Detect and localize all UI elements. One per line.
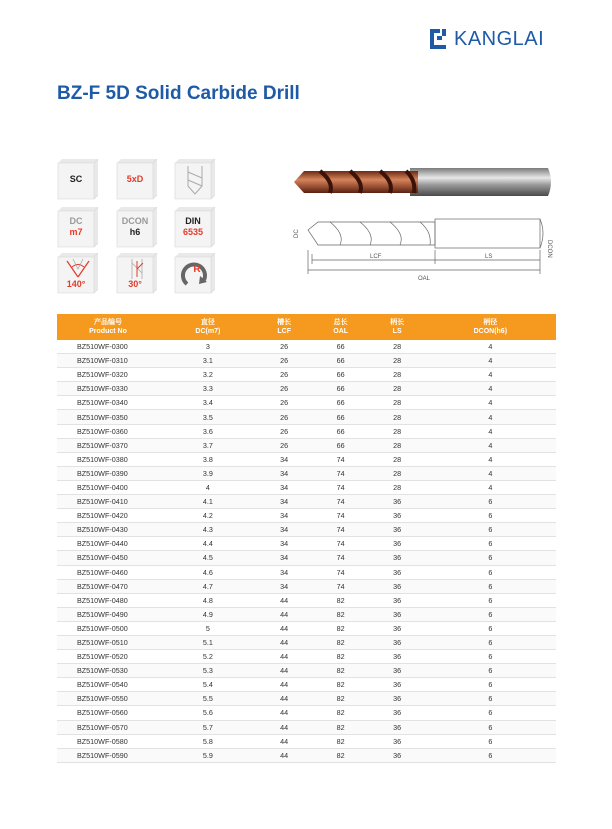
table-row (57, 537, 556, 551)
cell-dcon: 6 (425, 748, 556, 762)
cell-dcon: 6 (425, 565, 556, 579)
header-cn: 总长 (333, 319, 348, 326)
header-dc (159, 314, 257, 340)
cell-dcon: 4 (425, 480, 556, 494)
cell-oal: 74 (312, 565, 370, 579)
cell-product-no: BZ510WF-0570 (57, 720, 159, 734)
diagram-label-dcon: DCON (546, 240, 552, 258)
table-row (57, 664, 556, 678)
header-cn: 柄径 (483, 319, 498, 326)
cell-dcon: 6 (425, 607, 556, 621)
cell-lcf: 26 (257, 340, 312, 354)
header-en: DC(m7) (195, 328, 221, 335)
cell-dcon: 6 (425, 579, 556, 593)
cell-dc: 3.9 (159, 466, 257, 480)
cell-ls: 36 (370, 537, 425, 551)
cell-oal: 82 (312, 706, 370, 720)
cell-oal: 66 (312, 368, 370, 382)
cell-lcf: 44 (257, 692, 312, 706)
cell-product-no: BZ510WF-0320 (57, 368, 159, 382)
icon-point-angle (57, 252, 99, 294)
cell-dcon: 6 (425, 650, 556, 664)
cell-ls: 28 (370, 396, 425, 410)
cell-oal: 82 (312, 607, 370, 621)
cell-dcon: 6 (425, 551, 556, 565)
cell-lcf: 26 (257, 368, 312, 382)
cell-product-no: BZ510WF-0300 (57, 340, 159, 354)
cell-product-no: BZ510WF-0430 (57, 523, 159, 537)
cell-oal: 74 (312, 480, 370, 494)
cell-dc: 3.4 (159, 396, 257, 410)
icon-label: DIN (185, 216, 201, 226)
diagram-label-lcf: LCF (370, 254, 382, 260)
cell-lcf: 34 (257, 452, 312, 466)
table-row (57, 466, 556, 480)
cell-ls: 36 (370, 621, 425, 635)
header-en: LS (392, 328, 402, 335)
cell-dc: 3.8 (159, 452, 257, 466)
table-row (57, 593, 556, 607)
cell-dc: 4.6 (159, 565, 257, 579)
cell-ls: 28 (370, 424, 425, 438)
cell-product-no: BZ510WF-0500 (57, 621, 159, 635)
cell-product-no: BZ510WF-0400 (57, 480, 159, 494)
cell-product-no: BZ510WF-0470 (57, 579, 159, 593)
icon-sublabel: 6535 (182, 227, 204, 237)
cell-ls: 36 (370, 607, 425, 621)
header-cn: 柄长 (390, 319, 405, 326)
table-row (57, 396, 556, 410)
cell-dc: 5.3 (159, 664, 257, 678)
cell-ls: 36 (370, 692, 425, 706)
cell-dcon: 6 (425, 692, 556, 706)
cell-lcf: 26 (257, 396, 312, 410)
header-en: OAL (333, 328, 349, 335)
cell-lcf: 34 (257, 509, 312, 523)
icon-helix-angle (116, 252, 158, 294)
cell-dc: 3.3 (159, 382, 257, 396)
table-row (57, 340, 556, 354)
cell-dc: 4 (159, 480, 257, 494)
cell-oal: 74 (312, 466, 370, 480)
cell-oal: 82 (312, 734, 370, 748)
cell-oal: 66 (312, 396, 370, 410)
table-row (57, 678, 556, 692)
table-row (57, 748, 556, 762)
cell-oal: 74 (312, 523, 370, 537)
cell-lcf: 34 (257, 537, 312, 551)
cell-dc: 3.1 (159, 354, 257, 368)
cell-oal: 66 (312, 410, 370, 424)
icon-rotation (174, 252, 216, 294)
cell-lcf: 26 (257, 410, 312, 424)
cell-dcon: 6 (425, 509, 556, 523)
table-row (57, 523, 556, 537)
cell-lcf: 26 (257, 382, 312, 396)
cell-dc: 4.2 (159, 509, 257, 523)
cell-lcf: 44 (257, 593, 312, 607)
cell-dcon: 4 (425, 466, 556, 480)
brand-name: KANGLAI (454, 27, 545, 50)
cell-lcf: 34 (257, 480, 312, 494)
table-row (57, 452, 556, 466)
table-row (57, 354, 556, 368)
cell-lcf: 26 (257, 424, 312, 438)
cell-ls: 36 (370, 706, 425, 720)
cell-dcon: 4 (425, 438, 556, 452)
cell-oal: 74 (312, 551, 370, 565)
cell-product-no: BZ510WF-0370 (57, 438, 159, 452)
cell-dcon: 6 (425, 593, 556, 607)
cell-dc: 4.4 (159, 537, 257, 551)
cell-product-no: BZ510WF-0480 (57, 593, 159, 607)
cell-product-no: BZ510WF-0450 (57, 551, 159, 565)
drill-photo-illustration (290, 160, 555, 204)
cell-ls: 36 (370, 734, 425, 748)
icon-label: SC (69, 174, 83, 184)
cell-lcf: 44 (257, 635, 312, 649)
cell-dc: 4.5 (159, 551, 257, 565)
header-en: DCON(h6) (473, 328, 508, 335)
cell-dc: 4.1 (159, 495, 257, 509)
cell-product-no: BZ510WF-0420 (57, 509, 159, 523)
cell-dc: 3.7 (159, 438, 257, 452)
header-oal (312, 314, 370, 340)
cell-product-no: BZ510WF-0560 (57, 706, 159, 720)
cell-dcon: 6 (425, 537, 556, 551)
cell-oal: 82 (312, 621, 370, 635)
cell-dcon: 6 (425, 720, 556, 734)
cell-dcon: 4 (425, 410, 556, 424)
icon-label: DC (69, 216, 83, 226)
cell-oal: 82 (312, 678, 370, 692)
cell-dcon: 4 (425, 382, 556, 396)
cell-product-no: BZ510WF-0350 (57, 410, 159, 424)
diagram-label-oal: OAL (418, 276, 431, 282)
cell-ls: 28 (370, 410, 425, 424)
cell-dc: 3.5 (159, 410, 257, 424)
cell-lcf: 44 (257, 734, 312, 748)
table-row (57, 565, 556, 579)
cell-dcon: 6 (425, 635, 556, 649)
cell-ls: 28 (370, 466, 425, 480)
table-row (57, 607, 556, 621)
cell-dcon: 6 (425, 621, 556, 635)
table-row (57, 692, 556, 706)
cell-dc: 4.3 (159, 523, 257, 537)
cell-dcon: 4 (425, 396, 556, 410)
icon-dc-tolerance (57, 206, 99, 248)
table-row (57, 706, 556, 720)
cell-ls: 36 (370, 509, 425, 523)
cell-ls: 36 (370, 495, 425, 509)
cell-product-no: BZ510WF-0440 (57, 537, 159, 551)
cell-ls: 36 (370, 551, 425, 565)
cell-dc: 5.8 (159, 734, 257, 748)
cell-lcf: 44 (257, 678, 312, 692)
table-row (57, 424, 556, 438)
cell-oal: 82 (312, 650, 370, 664)
header-en: LCF (277, 328, 291, 335)
cell-lcf: 44 (257, 720, 312, 734)
cell-dc: 5.7 (159, 720, 257, 734)
cell-product-no: BZ510WF-0360 (57, 424, 159, 438)
cell-lcf: 34 (257, 579, 312, 593)
icon-label: DCON (121, 216, 149, 226)
cell-product-no: BZ510WF-0540 (57, 678, 159, 692)
table-row (57, 650, 556, 664)
icon-length-5xd (116, 158, 158, 200)
cell-ls: 36 (370, 650, 425, 664)
table-row (57, 579, 556, 593)
specification-table (57, 314, 556, 763)
cell-product-no: BZ510WF-0530 (57, 664, 159, 678)
cell-ls: 28 (370, 354, 425, 368)
cell-product-no: BZ510WF-0410 (57, 495, 159, 509)
cell-oal: 82 (312, 692, 370, 706)
diagram-label-ls: LS (485, 254, 493, 260)
cell-ls: 28 (370, 368, 425, 382)
cell-lcf: 26 (257, 354, 312, 368)
cell-oal: 74 (312, 537, 370, 551)
cell-dcon: 4 (425, 424, 556, 438)
cell-oal: 74 (312, 495, 370, 509)
cell-dcon: 4 (425, 368, 556, 382)
table-row (57, 720, 556, 734)
cell-dcon: 6 (425, 734, 556, 748)
cell-product-no: BZ510WF-0340 (57, 396, 159, 410)
table-row (57, 480, 556, 494)
cell-lcf: 34 (257, 523, 312, 537)
header-ls (370, 314, 425, 340)
cell-product-no: BZ510WF-0510 (57, 635, 159, 649)
cell-lcf: 44 (257, 706, 312, 720)
cell-oal: 66 (312, 340, 370, 354)
table-header-row (57, 314, 556, 340)
cell-oal: 82 (312, 593, 370, 607)
header-cn: 直径 (200, 319, 215, 326)
cell-product-no: BZ510WF-0460 (57, 565, 159, 579)
cell-lcf: 34 (257, 565, 312, 579)
cell-dc: 5.9 (159, 748, 257, 762)
cell-product-no: BZ510WF-0580 (57, 734, 159, 748)
icon-sublabel: h6 (129, 227, 141, 237)
cell-product-no: BZ510WF-0330 (57, 382, 159, 396)
table-row (57, 438, 556, 452)
header-cn: 槽长 (277, 319, 292, 326)
cell-oal: 66 (312, 424, 370, 438)
cell-product-no: BZ510WF-0390 (57, 466, 159, 480)
icon-dcon-tolerance (116, 206, 158, 248)
header-dcon (425, 314, 556, 340)
cell-product-no: BZ510WF-0590 (57, 748, 159, 762)
cell-lcf: 44 (257, 621, 312, 635)
cell-ls: 28 (370, 452, 425, 466)
cell-dcon: 6 (425, 706, 556, 720)
cell-ls: 28 (370, 382, 425, 396)
cell-lcf: 44 (257, 664, 312, 678)
cell-dcon: 4 (425, 354, 556, 368)
cell-oal: 66 (312, 354, 370, 368)
table-row (57, 495, 556, 509)
cell-oal: 66 (312, 382, 370, 396)
table-row (57, 635, 556, 649)
table-body (57, 340, 556, 762)
cell-lcf: 26 (257, 438, 312, 452)
cell-oal: 82 (312, 664, 370, 678)
table-row (57, 621, 556, 635)
table-row (57, 382, 556, 396)
cell-ls: 36 (370, 748, 425, 762)
header-cn: 产品编号 (94, 319, 122, 326)
cell-ls: 36 (370, 635, 425, 649)
cell-lcf: 44 (257, 607, 312, 621)
cell-dcon: 4 (425, 452, 556, 466)
cell-dc: 5.5 (159, 692, 257, 706)
cell-dc: 4.8 (159, 593, 257, 607)
icon-label: 30° (128, 279, 142, 289)
cell-dcon: 4 (425, 340, 556, 354)
cell-dc: 5 (159, 621, 257, 635)
cell-lcf: 44 (257, 650, 312, 664)
drill-tip-icon (180, 164, 210, 196)
cell-lcf: 34 (257, 495, 312, 509)
cell-oal: 82 (312, 720, 370, 734)
icon-din-standard (174, 206, 216, 248)
table-row (57, 368, 556, 382)
cell-oal: 74 (312, 452, 370, 466)
icon-label: 140° (66, 279, 86, 289)
cell-dc: 5.4 (159, 678, 257, 692)
cell-dcon: 6 (425, 664, 556, 678)
cell-ls: 36 (370, 678, 425, 692)
cell-product-no: BZ510WF-0490 (57, 607, 159, 621)
cell-oal: 82 (312, 635, 370, 649)
icon-label: 5xD (126, 174, 144, 184)
cell-product-no: BZ510WF-0380 (57, 452, 159, 466)
cell-ls: 28 (370, 480, 425, 494)
cell-dc: 3.2 (159, 368, 257, 382)
icon-material-sc (57, 158, 99, 200)
cell-dcon: 6 (425, 523, 556, 537)
cell-dc: 4.9 (159, 607, 257, 621)
cell-dcon: 6 (425, 678, 556, 692)
header-lcf (257, 314, 312, 340)
kanglai-logo-icon (428, 27, 448, 51)
table-row (57, 410, 556, 424)
cell-dcon: 6 (425, 495, 556, 509)
cell-ls: 36 (370, 664, 425, 678)
table-row (57, 734, 556, 748)
cell-oal: 74 (312, 509, 370, 523)
cell-ls: 36 (370, 523, 425, 537)
cell-product-no: BZ510WF-0310 (57, 354, 159, 368)
cell-dc: 4.7 (159, 579, 257, 593)
cell-oal: 82 (312, 748, 370, 762)
table-row (57, 509, 556, 523)
cell-ls: 36 (370, 720, 425, 734)
icon-label: R (193, 264, 201, 275)
cell-dc: 3 (159, 340, 257, 354)
cell-product-no: BZ510WF-0520 (57, 650, 159, 664)
helix-angle-icon (122, 257, 152, 281)
cell-ls: 36 (370, 565, 425, 579)
drill-dimension-diagram (290, 212, 555, 292)
icon-drill-tip (174, 158, 216, 200)
icon-sublabel: m7 (69, 227, 83, 237)
cell-ls: 36 (370, 579, 425, 593)
cell-ls: 36 (370, 593, 425, 607)
cell-lcf: 34 (257, 466, 312, 480)
cell-lcf: 34 (257, 551, 312, 565)
cell-ls: 28 (370, 340, 425, 354)
header-product-no (57, 314, 159, 340)
cell-dc: 3.6 (159, 424, 257, 438)
cell-dc: 5.1 (159, 635, 257, 649)
diagram-label-dc: DC (294, 229, 300, 238)
cell-lcf: 44 (257, 748, 312, 762)
cell-oal: 66 (312, 438, 370, 452)
point-angle-icon (63, 257, 93, 281)
cell-ls: 28 (370, 438, 425, 452)
cell-dc: 5.2 (159, 650, 257, 664)
table-row (57, 551, 556, 565)
header-en: Product No (89, 328, 127, 335)
cell-product-no: BZ510WF-0550 (57, 692, 159, 706)
cell-oal: 74 (312, 579, 370, 593)
brand-logo (428, 27, 544, 51)
page-title: BZ-F 5D Solid Carbide Drill (57, 83, 300, 104)
cell-dc: 5.6 (159, 706, 257, 720)
